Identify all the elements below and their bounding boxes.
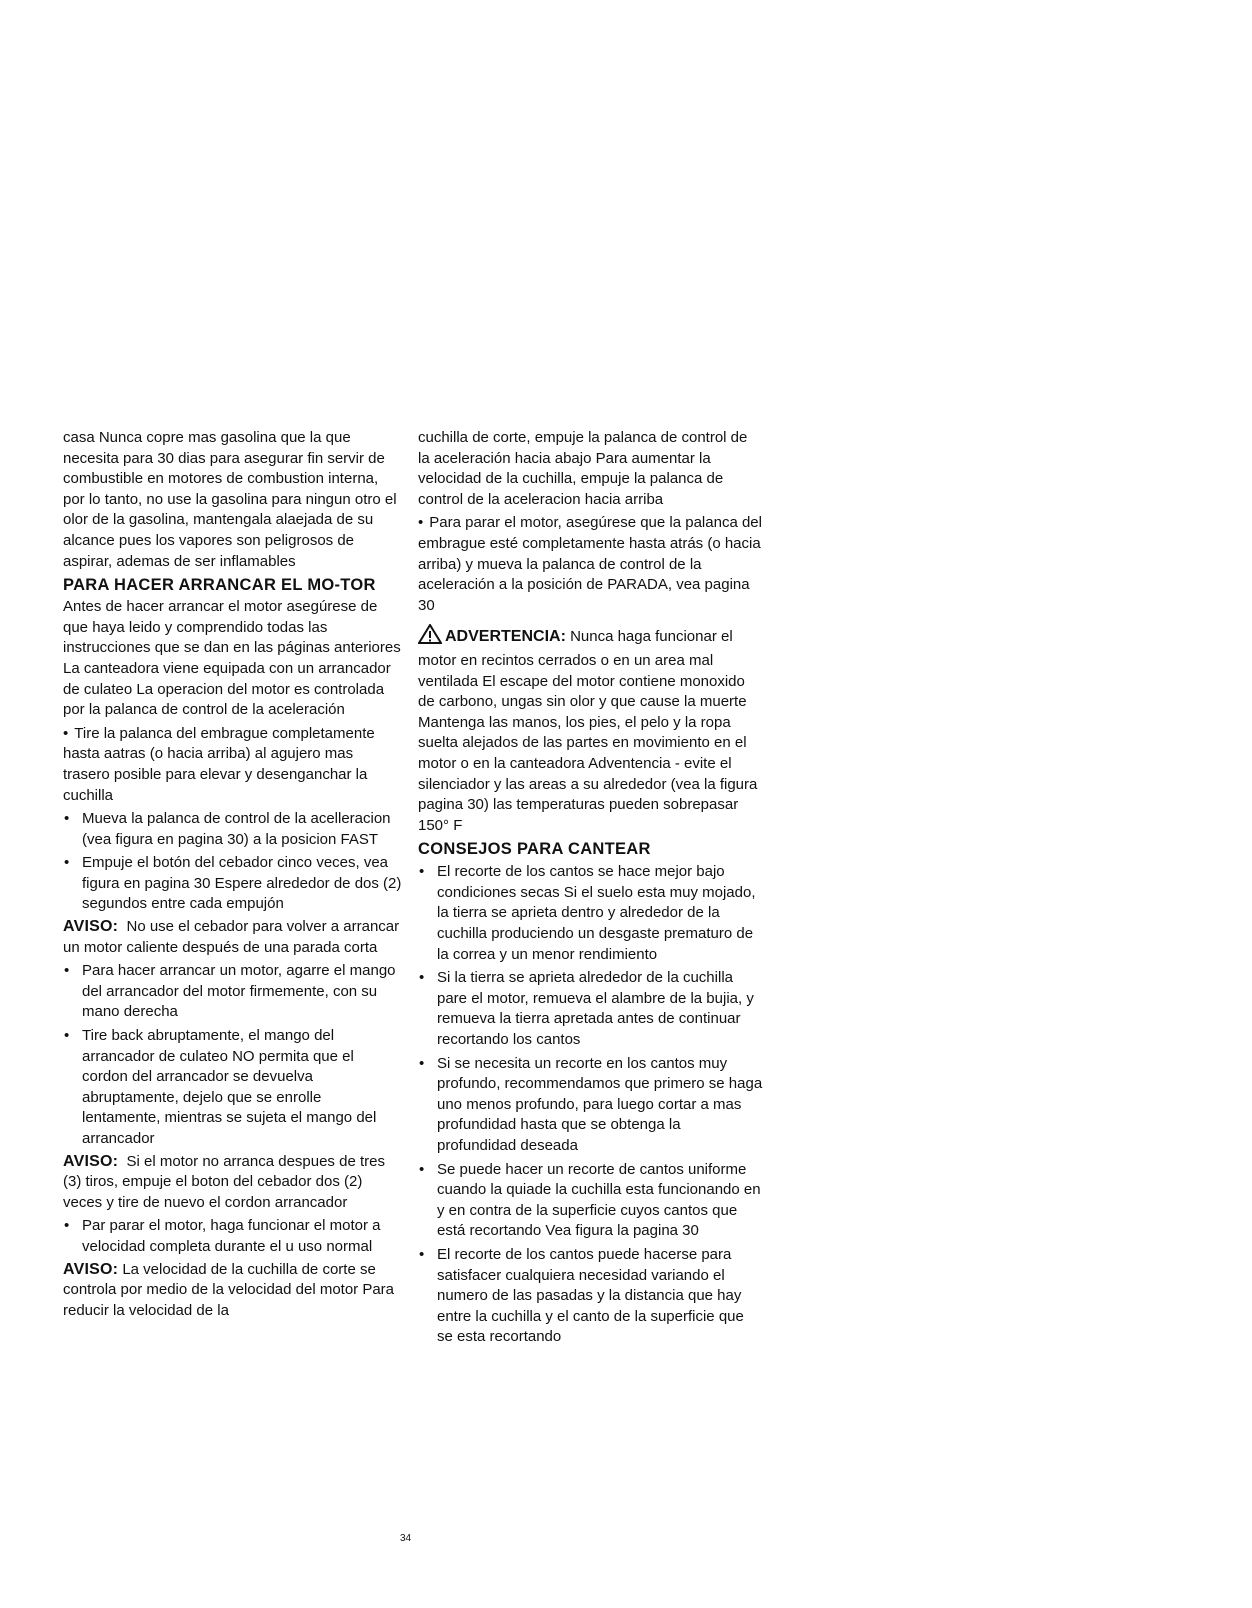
- left-column: [63, 428, 403, 1321]
- section-heading-start-engine: PARA HACER ARRANCAR EL MO-TOR: [63, 576, 376, 595]
- right-column: [418, 428, 763, 1348]
- list-item: • Empuje el botón del cebador cinco veces, vea figura en pagina 30 Espere alrededor de dos (2) segundos entre cada empujón: [63, 853, 403, 915]
- list-item: • Para hacer arrancar un motor, agarre el mango del arrancador del motor firmemente, con su mano derecha: [63, 961, 403, 1023]
- section-heading-tips: CONSEJOS PARA CANTEAR: [418, 840, 651, 859]
- list-item: • El recorte de los cantos se hace mejor bajo condiciones secas Si el suelo esta muy mojado, la tierra se aprieta dentro y alrededor de la cuchilla produciendo un desgaste prematuro de la correa y un menor rendimiento: [418, 862, 763, 965]
- list-item: • Si se necesita un recorte en los cantos muy profundo, recommendamos que primero se haga uno menos profundo, para luego cortar a mas profundidad hasta que se obtenga la profundidad deseada: [418, 1054, 763, 1157]
- list-item: • Tire la palanca del embrague completamente hasta aatras (o hacia arriba) al agujero mas trasero posible para elevar y desenganchar la cuchilla: [63, 724, 403, 806]
- continued-paragraph: cuchilla de corte, empuje la palanca de control de la aceleración hacia abajo Para aumentar la velocidad de la cuchilla, empuje la palanca de control de la aceleracion hacia arriba: [418, 429, 748, 508]
- list-item: • Se puede hacer un recorte de cantos uniforme cuando la quiade la cuchilla esta funcionando en y en contra de la superficie cuyos cantos que está recortando Vea figura la pagina 30: [418, 1160, 763, 1242]
- list-item: • Si la tierra se aprieta alrededor de la cuchilla pare el motor, remueva el alambre de la bujia, y remueva la tierra apretada antes de continuar recortando los cantos: [418, 968, 763, 1050]
- list-item: • El recorte de los cantos puede hacerse para satisfacer cualquiera necesidad variando el numero de las pasadas y la distancia que hay entre la cuchilla y el canto de la superficie que se esta recortando: [418, 1245, 763, 1348]
- list-item: • Mueva la palanca de control de la acelleracion (vea figura en pagina 30) a la posicion FAST: [63, 809, 403, 850]
- list-item: • Para parar el motor, asegúrese que la palanca del embrague esté completamente hasta atrás (o hacia arriba) y mueva la palanca de control de la aceleración a la posición de PARADA, vea pagina 30: [418, 513, 763, 616]
- note-text: No use el cebador para volver a arrancar un motor caliente después de una parada corta: [63, 918, 400, 956]
- warning-label: ADVERTENCIA:: [445, 628, 566, 646]
- list-item: • Tire back abruptamente, el mango del arrancador de culateo NO permita que el cordon del arrancador se devuelva abruptamente, dejelo que se enrolle lentamente, mientras se sujeta el mango del arrancador: [63, 1026, 403, 1150]
- list-item: • Par parar el motor, haga funcionar el motor a velocidad completa durante el u uso normal: [63, 1216, 403, 1257]
- note-paragraph: [63, 1260, 403, 1322]
- note-text: La velocidad de la cuchilla de corte se controla por medio de la velocidad del motor Para reducir la velocidad de la: [63, 1260, 395, 1319]
- note-label: AVISO:: [63, 1260, 119, 1278]
- warning-triangle-icon: [418, 624, 442, 651]
- page-number: 34: [400, 1533, 412, 1544]
- warning-paragraph: [418, 624, 763, 836]
- note-paragraph: [63, 1152, 403, 1214]
- warning-text: Nunca haga funcionar el motor en recintos cerrados o en un area mal ventilada El escape del motor contiene monoxido de carbono, ungas sin olor y que cause la muerte Mantenga las manos, los pies, el pelo y la ropa suelta alejados de las partes en movimiento en el motor o en la canteadora Adventencia - evite el silenciador y las areas a su alrededor (vea la figura pagina 30) las temperaturas pueden sobrepasar 150° F: [418, 628, 758, 834]
- intro-paragraph: casa Nunca copre mas gasolina que la que necesita para 30 dias para asegurar fin servir de combustible en motores de combustion interna, por lo tanto, no use la gasolina para ningun otro el olor de la gasolina, mantengala alaejada de su alcance pues los vapores son peligrosos de aspirar, ademas de ser inflamables: [63, 429, 397, 570]
- note-label: AVISO:: [63, 918, 119, 936]
- note-label: AVISO:: [63, 1152, 119, 1170]
- start-engine-paragraph: Antes de hacer arrancar el motor asegúrese de que haya leido y comprendido todas las instrucciones que se dan en las páginas anteriores La canteadora viene equipada con un arrancador de culateo La operacion del motor es controlada por la palanca de control de la aceleración: [63, 598, 401, 719]
- note-text: Si el motor no arranca despues de tres (3) tiros, empuje el boton del cebador dos (2) veces y tire de nuevo el cordon arrancador: [63, 1152, 385, 1211]
- note-paragraph: [63, 917, 403, 958]
